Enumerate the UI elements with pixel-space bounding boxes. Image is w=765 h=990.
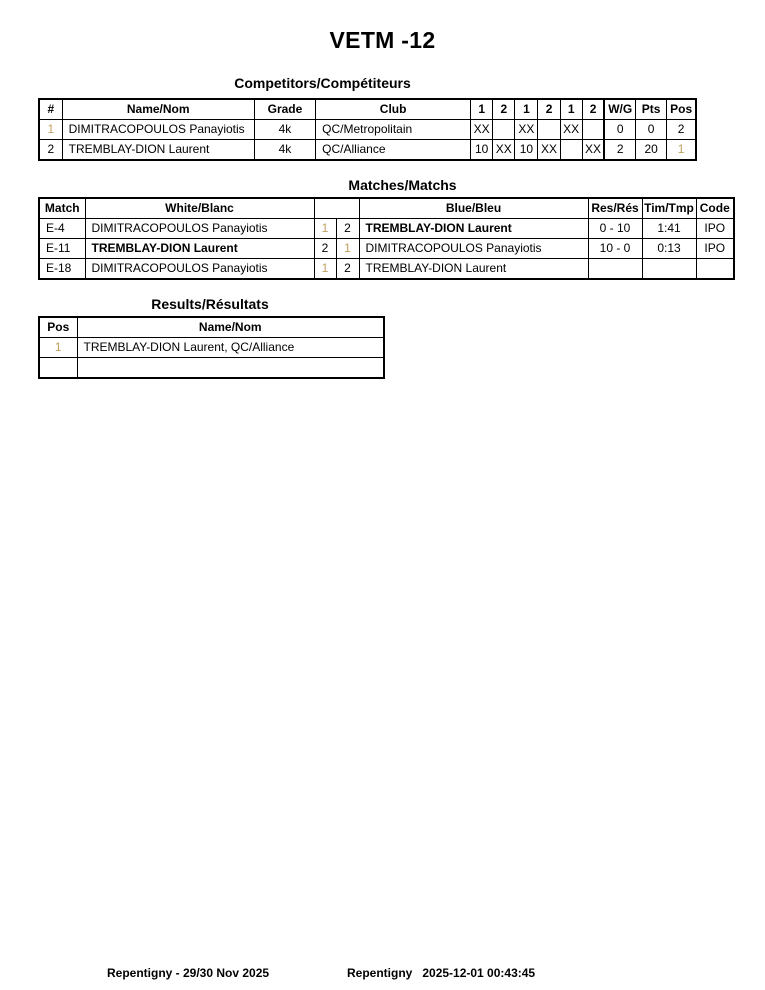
match-code: IPO bbox=[696, 239, 734, 259]
col-header-round: 1 bbox=[515, 99, 538, 120]
result-pos: 1 bbox=[39, 338, 77, 358]
competitors-table bbox=[38, 98, 697, 161]
result-name bbox=[77, 358, 384, 379]
table-row bbox=[39, 120, 696, 140]
white-competitor: TREMBLAY-DION Laurent bbox=[85, 239, 314, 259]
col-header-round: 1 bbox=[471, 99, 493, 120]
page-title: VETM -12 bbox=[329, 27, 436, 53]
round-score bbox=[582, 120, 604, 140]
col-header-numbers bbox=[314, 198, 359, 219]
table-row bbox=[39, 259, 734, 280]
round-score: XX bbox=[515, 120, 538, 140]
blue-competitor: TREMBLAY-DION Laurent bbox=[359, 219, 588, 239]
table-row bbox=[39, 239, 734, 259]
match-code bbox=[696, 259, 734, 280]
col-header-round: 2 bbox=[493, 99, 515, 120]
table-row bbox=[39, 338, 384, 358]
col-header-result: Res/Rés bbox=[588, 198, 642, 219]
col-header-num: # bbox=[39, 99, 62, 120]
col-header-name: Name/Nom bbox=[77, 317, 384, 338]
blue-competitor: TREMBLAY-DION Laurent bbox=[359, 259, 588, 280]
match-id: E-4 bbox=[39, 219, 85, 239]
white-number: 1 bbox=[314, 219, 336, 239]
col-header-code: Code bbox=[696, 198, 734, 219]
matches-table bbox=[38, 197, 735, 280]
round-score: XX bbox=[538, 140, 560, 161]
col-header-club: Club bbox=[316, 99, 471, 120]
col-header-pos: Pos bbox=[39, 317, 77, 338]
blue-number: 1 bbox=[336, 239, 359, 259]
result-name: TREMBLAY-DION Laurent, QC/Alliance bbox=[77, 338, 384, 358]
table-row bbox=[39, 358, 384, 379]
match-time bbox=[642, 259, 696, 280]
competitor-wg: 0 bbox=[604, 120, 635, 140]
match-time: 1:41 bbox=[642, 219, 696, 239]
col-header-round: 1 bbox=[560, 99, 582, 120]
table-row bbox=[39, 219, 734, 239]
col-header-grade: Grade bbox=[254, 99, 315, 120]
competitor-grade: 4k bbox=[254, 140, 315, 161]
col-header-pts: Pts bbox=[636, 99, 667, 120]
round-score bbox=[493, 120, 515, 140]
white-number: 2 bbox=[314, 239, 336, 259]
round-score: 10 bbox=[471, 140, 493, 161]
footer-event: Repentigny - 29/30 Nov 2025 bbox=[107, 966, 270, 980]
match-id: E-18 bbox=[39, 259, 85, 280]
col-header-pos: Pos bbox=[667, 99, 696, 120]
competitor-number: 1 bbox=[39, 120, 62, 140]
col-header-blue: Blue/Bleu bbox=[359, 198, 588, 219]
competitor-name: TREMBLAY-DION Laurent bbox=[62, 140, 254, 161]
col-header-white: White/Blanc bbox=[85, 198, 314, 219]
col-header-wg: W/G bbox=[604, 99, 635, 120]
table-row bbox=[39, 140, 696, 161]
blue-competitor: DIMITRACOPOULOS Panayiotis bbox=[359, 239, 588, 259]
round-score: 10 bbox=[515, 140, 538, 161]
col-header-match: Match bbox=[39, 198, 85, 219]
col-header-time: Tim/Tmp bbox=[642, 198, 696, 219]
competitor-pts: 20 bbox=[636, 140, 667, 161]
match-result: 10 - 0 bbox=[588, 239, 642, 259]
competitor-name: DIMITRACOPOULOS Panayiotis bbox=[62, 120, 254, 140]
match-result: 0 - 10 bbox=[588, 219, 642, 239]
round-score: XX bbox=[582, 140, 604, 161]
col-header-round: 2 bbox=[538, 99, 560, 120]
blue-number: 2 bbox=[336, 219, 359, 239]
white-competitor: DIMITRACOPOULOS Panayiotis bbox=[85, 259, 314, 280]
round-score: XX bbox=[493, 140, 515, 161]
matches-header-row bbox=[39, 198, 734, 219]
round-score bbox=[538, 120, 560, 140]
competitor-pts: 0 bbox=[636, 120, 667, 140]
match-time: 0:13 bbox=[642, 239, 696, 259]
competitor-wg: 2 bbox=[604, 140, 635, 161]
white-competitor: DIMITRACOPOULOS Panayiotis bbox=[85, 219, 314, 239]
col-header-round: 2 bbox=[582, 99, 604, 120]
blue-number: 2 bbox=[336, 259, 359, 280]
col-header-name: Name/Nom bbox=[62, 99, 254, 120]
matches-heading: Matches/Matchs bbox=[348, 177, 457, 193]
match-id: E-11 bbox=[39, 239, 85, 259]
competitor-grade: 4k bbox=[254, 120, 315, 140]
round-score bbox=[560, 140, 582, 161]
competitors-header-row bbox=[39, 99, 696, 120]
results-table bbox=[38, 316, 385, 379]
match-result bbox=[588, 259, 642, 280]
round-score: XX bbox=[471, 120, 493, 140]
white-number: 1 bbox=[314, 259, 336, 280]
competitor-number: 2 bbox=[39, 140, 62, 161]
results-heading: Results/Résultats bbox=[151, 296, 269, 312]
match-code: IPO bbox=[696, 219, 734, 239]
competitor-club: QC/Metropolitain bbox=[316, 120, 471, 140]
competitor-pos: 1 bbox=[667, 140, 696, 161]
results-header-row bbox=[39, 317, 384, 338]
competitor-pos: 2 bbox=[667, 120, 696, 140]
result-pos bbox=[39, 358, 77, 379]
competitors-heading: Competitors/Compétiteurs bbox=[234, 75, 411, 91]
footer-timestamp: Repentigny 2025-12-01 00:43:45 bbox=[347, 966, 536, 980]
competitor-club: QC/Alliance bbox=[316, 140, 471, 161]
round-score: XX bbox=[560, 120, 582, 140]
